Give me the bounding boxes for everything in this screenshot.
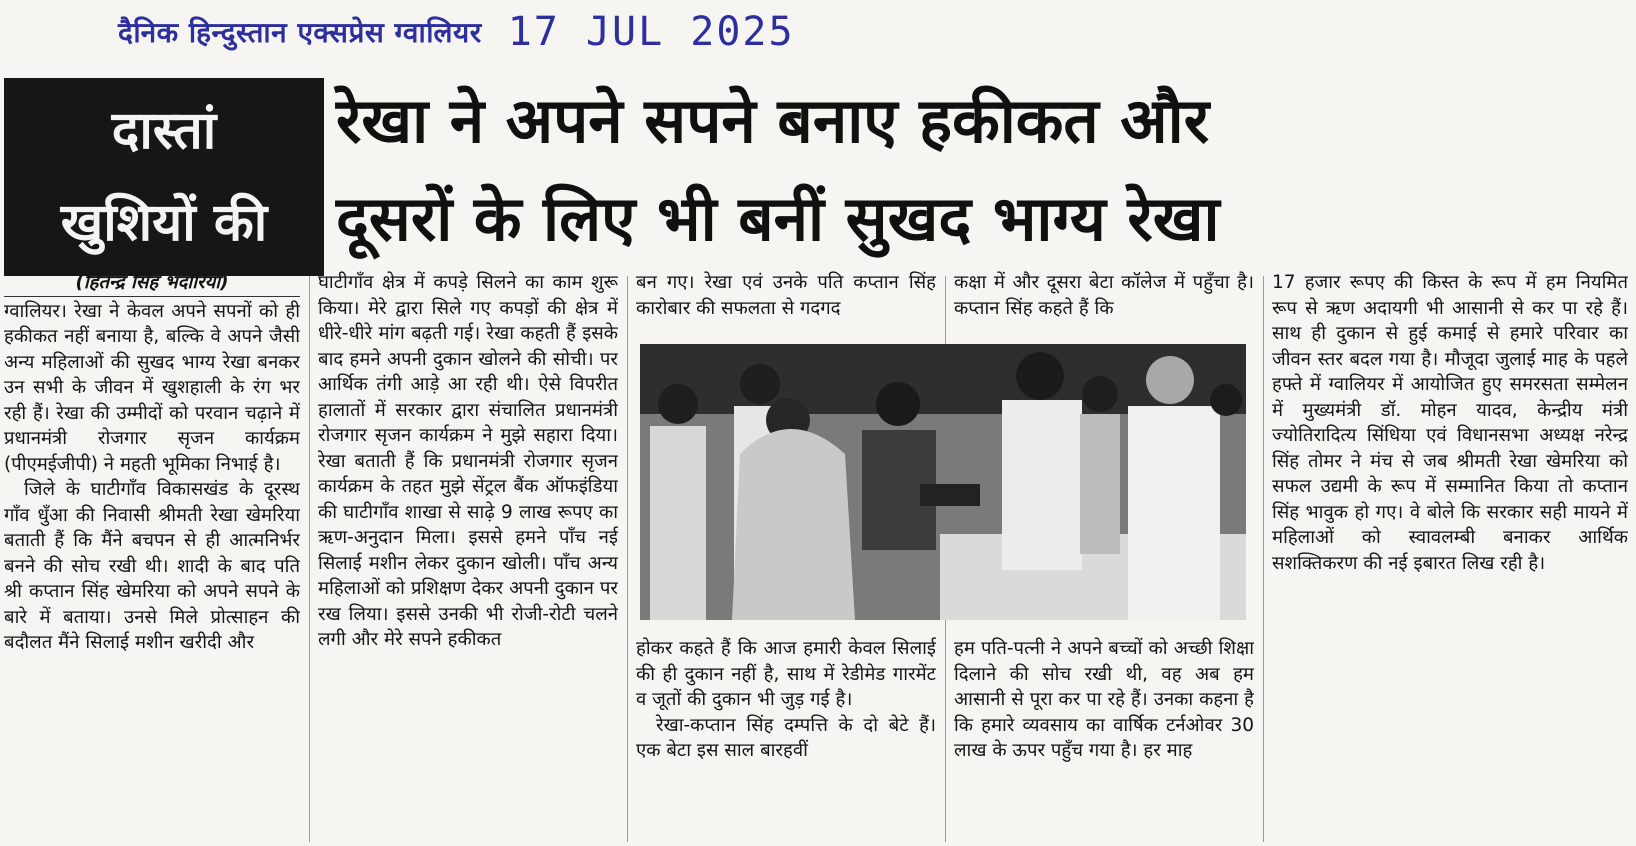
paragraph: जिले के घाटीगाँव विकासखंड के दूरस्थ गाँव धुँआ की निवासी श्रीमती रेखा खेमरिया बताती हैं कि मैंने बचपन से ही आत्मनिर्भर बनने की सोच रखी थी। शादी के बाद पति श्री कप्तान सिंह खेमरिया को अपने सपने के बारे में बताया। उनसे मिले प्रोत्साहन की बदौलत मैंने सिलाई मशीन खरीदी और [4,479,300,653]
paragraph: हम पति-पत्नी ने अपने बच्चों को अच्छी शिक्षा दिलाने की सोच रखी थी, वह अब हम आसानी से पूरा कर पा रहे हैं। उनका कहना है कि हमारे व्यवसाय का वार्षिक टर्नओवर 30 लाख के ऊपर पहुँच गया है। हर माह [954,638,1254,761]
paragraph: बन गए। रेखा एवं उनके पति कप्तान सिंह कारोबार की सफलता से गदगद [636,272,936,319]
article-column-1 [4,270,300,844]
paragraph: कक्षा में और दूसरा बेटा कॉलेज में पहुँचा है। कप्तान सिंह कहते हैं कि [954,272,1254,319]
news-photo [640,344,1246,620]
date-stamp: 17 JUL 2025 [507,9,795,55]
masthead [118,6,795,58]
article-column-4-top [954,270,1254,330]
paragraph: रेखा-कप्तान सिंह दम्पत्ति के दो बेटे हैं। एक बेटा इस साल बारहवीं [636,714,936,761]
column-divider [309,276,310,842]
paragraph: ग्वालियर। रेखा ने केवल अपने सपनों को ही हकीकत नहीं बनाया है, बल्कि वे अपने जैसी अन्य महिलाओं की सुखद भाग्य रेखा बनकर उन सभी के जीवन में खुशहाली के रंग भर रही हैं। रेखा की उम्मीदों को परवान चढ़ाने में प्रधानमंत्री रोजगार सृजन कार्यक्रम (पीएमईजीपी) ने महती भूमिका निभाई है। [4,300,300,475]
article-column-5 [1272,270,1628,844]
photo-illustration [640,344,1246,620]
paragraph: 17 हजार रूपए की किस्त के रूप में हम नियमित रूप से ऋण अदायगी भी आसानी से कर पा रहे हैं। साथ ही दुकान से हुई कमाई से हमारे परिवार का जीवन स्तर बदल गया है। मौजूदा जुलाई माह के पहले हफ्ते में ग्वालियर में आयोजित हुए समरसता सम्मेलन में मुख्यमंत्री डॉ. मोहन यादव, केन्द्रीय मंत्री ज्योतिरादित्य सिंधिया एवं विधानसभा अध्यक्ष नरेन्द्र सिंह तोमर ने मंच से जब श्रीमती रेखा खेमरिया को सफल उद्यमी के रूप में सम्मानित किया तो कप्तान सिंह भावुक हो गए। वे बोले कि सरकार सही मायने में महिलाओं को स्वावलम्बी बनाकर आर्थिक सशक्तिकरण की नई इबारत लिख रही है। [1272,272,1628,574]
section-label [4,78,324,276]
article-column-4-bottom [954,636,1254,842]
paragraph: होकर कहते हैं कि आज हमारी केवल सिलाई की ही दुकान नहीं है, साथ में रेडीमेड गारमेंट व जूतों की दुकान भी जुड़ गई है। [636,638,936,710]
headline-line-2: दूसरों के लिए भी बनीं सुखद भाग्य रेखा [336,182,1220,255]
column-divider [1263,276,1264,842]
article-column-3-top [636,270,936,330]
paragraph: घाटीगाँव क्षेत्र में कपड़े सिलने का काम शुरू किया। मेरे द्वारा सिले गए कपड़ों की क्षेत्र में धीरे-धीरे मांग बढ़ती गई। रेखा कहती हैं इसके बाद हमने अपनी दुकान खोलने की सोची। पर आर्थिक तंगी आड़े आ रही थी। ऐसे विपरीत हालातों में सरकार द्वारा संचालित प्रधानमंत्री रोजगार सृजन कार्यक्रम ने मुझे सहारा दिया। रेखा बताती हैं कि प्रधानमंत्री रोजगार सृजन कार्यक्रम के तहत मुझे सेंट्रल बैंक ऑफइंडिया की घाटीगाँव शाखा से साढ़े 9 लाख रूपए का ऋण-अनुदान मिला। इससे हमने पाँच नई सिलाई मशीन लेकर दुकान खोली। पाँच अन्य महिलाओं को प्रशिक्षण देकर अपनी दुकान पर रख लिया। इससे उनकी भी रोजी-रोटी चलने लगी और मेरे सपने हकीकत [318,272,618,650]
article-column-3-bottom [636,636,936,842]
headline-line-1: रेखा ने अपने सपने बनाए हकीकत और [336,84,1210,157]
article-column-2 [318,270,618,844]
newspaper-name: दैनिक हिन्दुस्तान एक्सप्रेस ग्वालियर [118,16,482,49]
byline: (हितेन्द्र सिंह भदौरिया) [4,270,300,297]
headline [336,72,1632,268]
section-label-line-1: दास्तां [111,100,217,161]
column-divider [627,276,628,842]
section-label-line-2: खुशियों की [60,192,268,253]
